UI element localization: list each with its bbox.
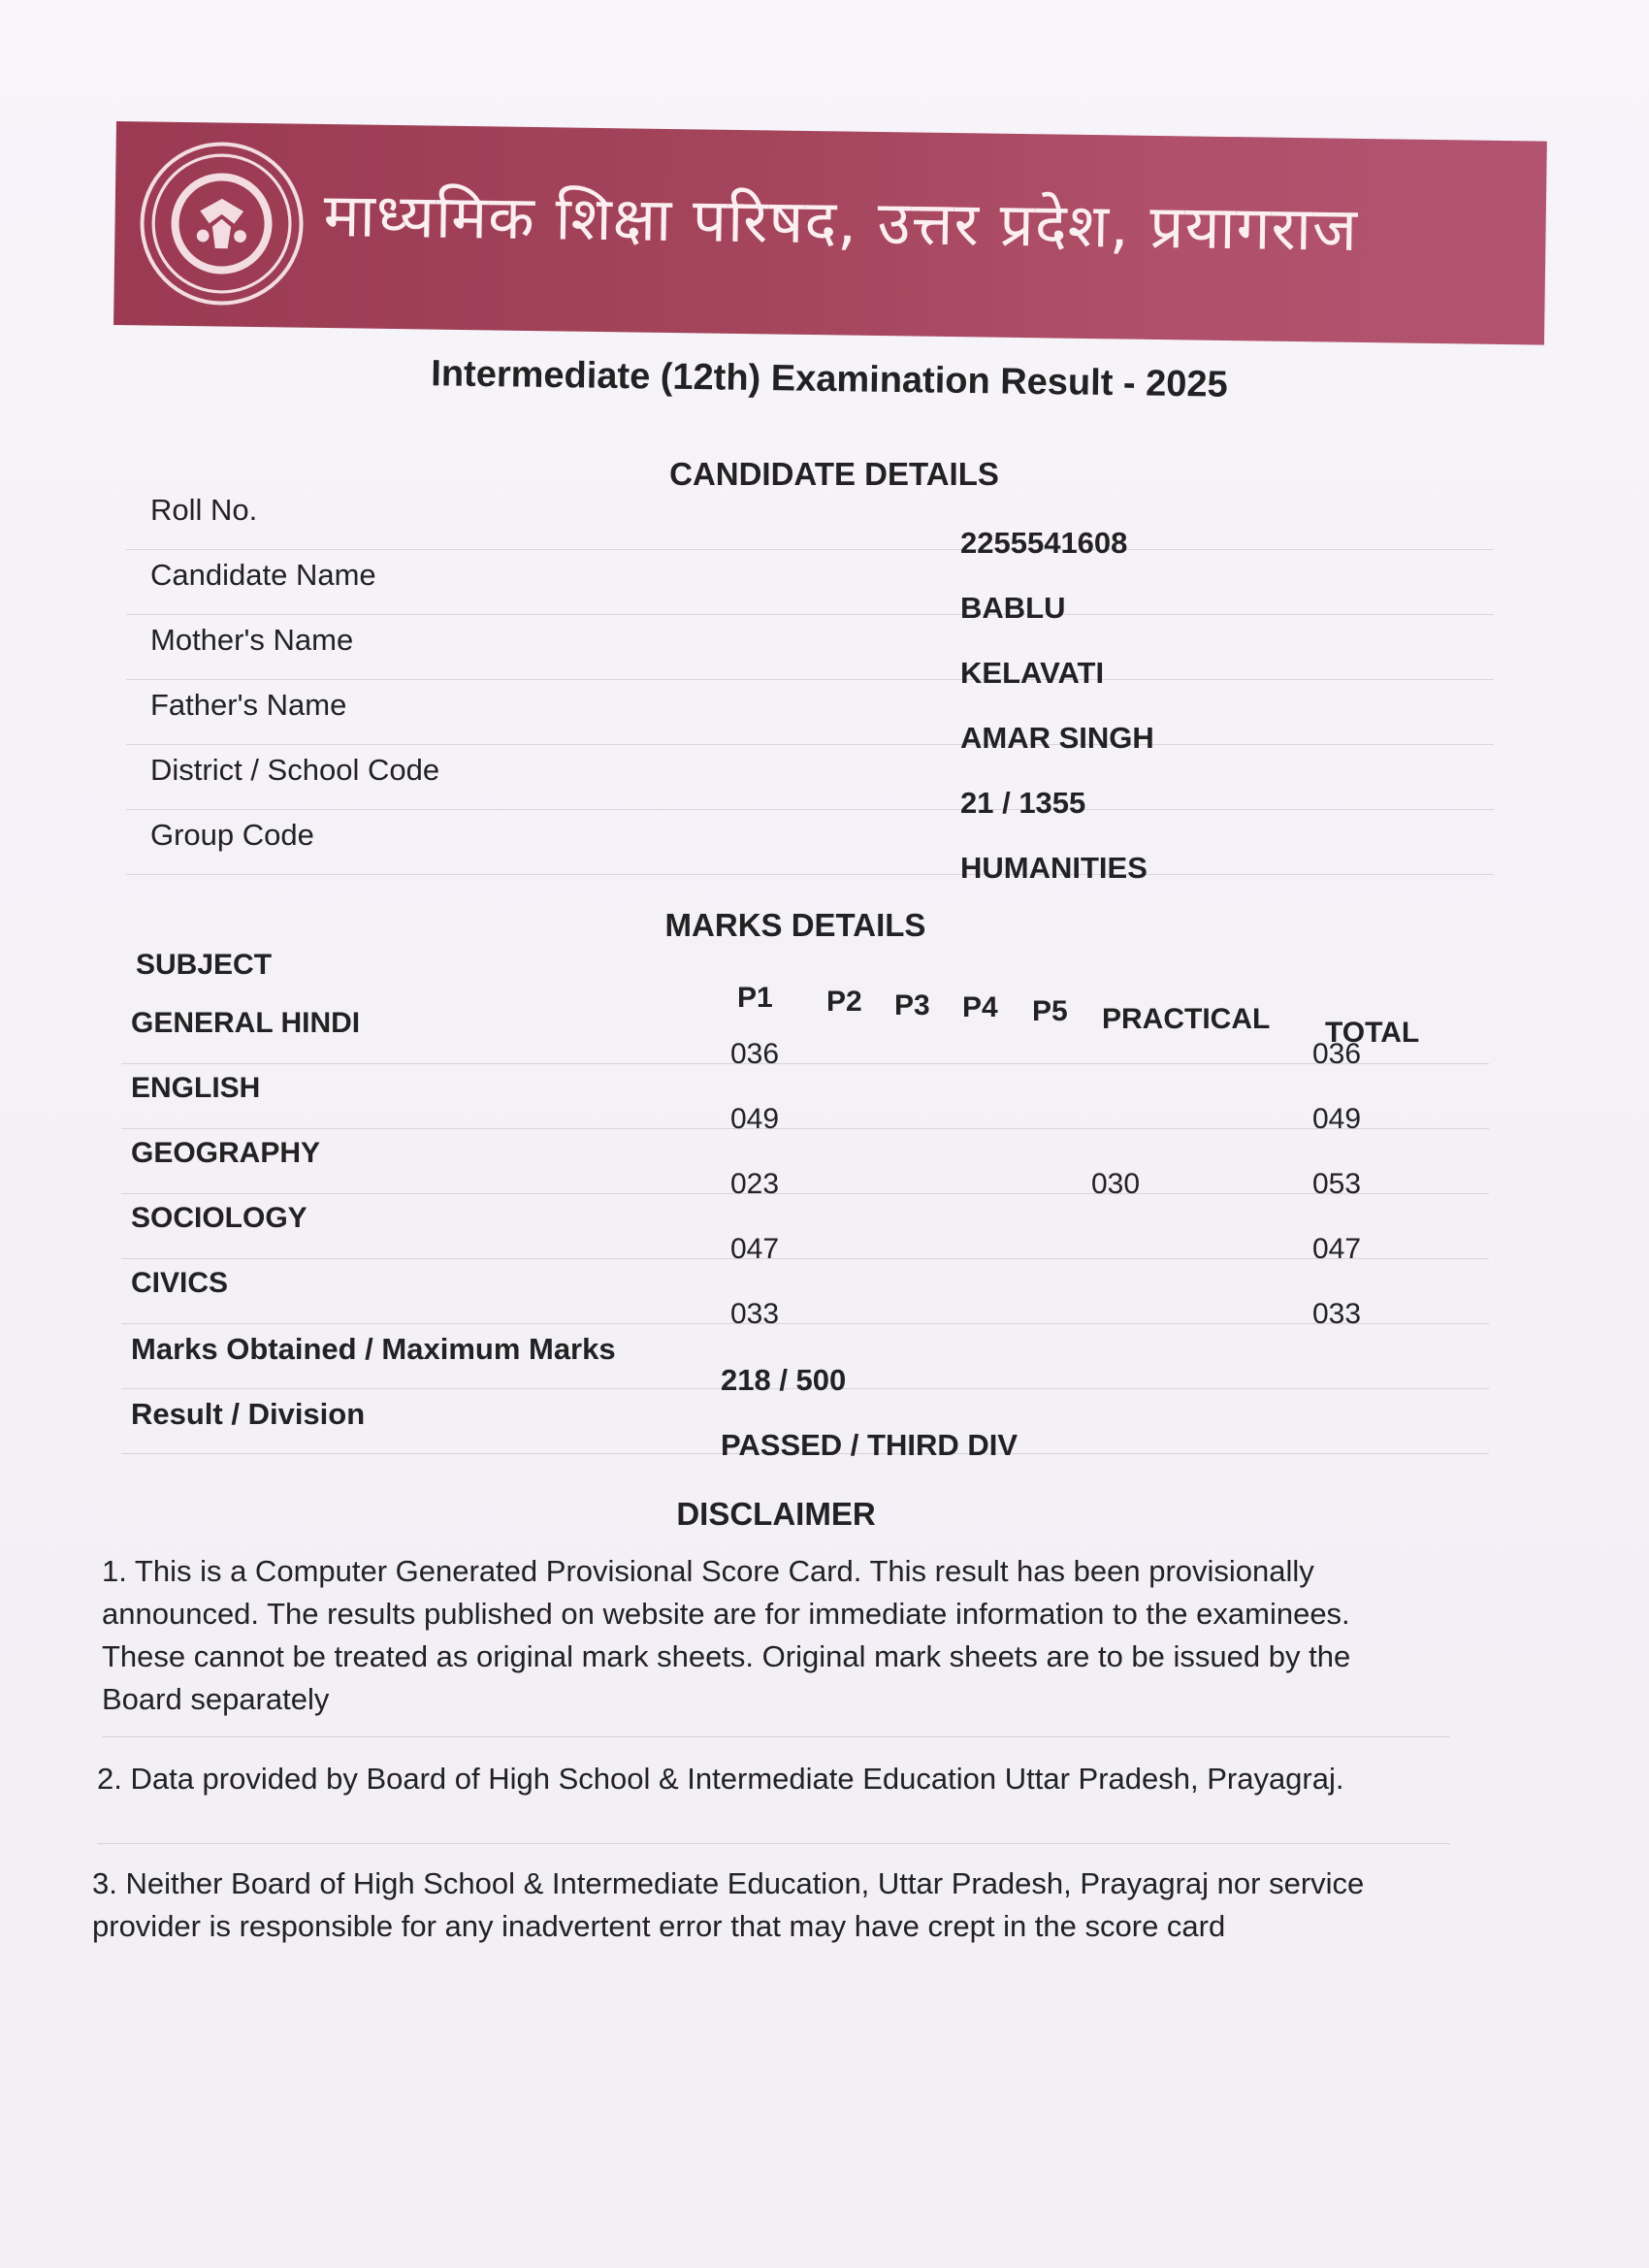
- field-label: Group Code: [150, 818, 314, 852]
- total-marks: 036: [1312, 1038, 1362, 1070]
- total-marks: 047: [1312, 1233, 1362, 1265]
- field-label: District / School Code: [150, 753, 440, 787]
- table-row: [121, 1129, 1489, 1200]
- p1-marks: 036: [730, 1038, 780, 1070]
- up-board-emblem-icon: [139, 141, 304, 306]
- table-row: [121, 999, 1489, 1070]
- field-label: Father's Name: [150, 688, 347, 722]
- p1-marks: 047: [730, 1233, 780, 1265]
- disclaimer-item-3: 3. Neither Board of High School & Intermediate Education, Uttar Pradesh, Prayagraj nor service provider is responsible for any inadvertent error that may have crept in the score card: [92, 1866, 1365, 1943]
- col-p4: P4: [962, 991, 998, 1023]
- field-label: Candidate Name: [150, 558, 376, 592]
- disclaimer-item-1: 1. This is a Computer Generated Provisional Score Card. This result has been provisionally announced. The results published on website are for immediate information to the examinees. These cannot be treated as original mark sheets. Original mark sheets are to be issued by the Board separately: [102, 1554, 1351, 1716]
- candidate-details-list: [126, 485, 1494, 885]
- field-value: BABLU: [960, 591, 1066, 625]
- marks-obtained-value: 218 / 500: [721, 1363, 847, 1397]
- field-value: 21 / 1355: [960, 786, 1086, 820]
- candidate-row-roll: [126, 485, 1494, 560]
- result-row: [121, 1389, 1489, 1462]
- field-value: AMAR SINGH: [960, 721, 1154, 755]
- marks-obtained-label: Marks Obtained / Maximum Marks: [131, 1332, 616, 1366]
- subject-name: CIVICS: [131, 1267, 229, 1299]
- result-title: Intermediate (12th) Examination Result - 2025: [431, 353, 1228, 405]
- col-total: TOTAL: [1325, 1017, 1420, 1049]
- p1-marks: 033: [730, 1298, 780, 1330]
- table-row: [121, 1259, 1489, 1330]
- p1-marks: 049: [730, 1103, 780, 1135]
- marks-table: [121, 999, 1489, 1462]
- candidate-details-heading: CANDIDATE DETAILS: [669, 456, 999, 492]
- col-practical: PRACTICAL: [1102, 1003, 1271, 1035]
- subject-name: ENGLISH: [131, 1072, 261, 1104]
- col-p3: P3: [894, 989, 930, 1021]
- candidate-row-group: [126, 810, 1494, 885]
- divider: [102, 1736, 1450, 1737]
- total-marks: 049: [1312, 1103, 1362, 1135]
- field-value: KELAVATI: [960, 656, 1105, 690]
- candidate-row-mother: [126, 615, 1494, 690]
- candidate-row-father: [126, 680, 1494, 755]
- col-subject: SUBJECT: [136, 949, 273, 981]
- col-p5: P5: [1032, 995, 1068, 1027]
- board-name: माध्यमिक शिक्षा परिषद, उत्तर प्रदेश, प्रयागराज: [323, 178, 1359, 265]
- subject-name: GEOGRAPHY: [131, 1137, 321, 1169]
- field-value: HUMANITIES: [960, 851, 1148, 885]
- disclaimer-heading: DISCLAIMER: [676, 1496, 876, 1532]
- disclaimer-item-2: 2. Data provided by Board of High School & Intermediate Education Uttar Pradesh, Prayagraj.: [97, 1762, 1344, 1796]
- marks-obtained-row: [121, 1324, 1489, 1397]
- subject-name: SOCIOLOGY: [131, 1202, 307, 1234]
- field-label: Mother's Name: [150, 623, 354, 657]
- col-p1: P1: [737, 982, 773, 1014]
- table-row: [121, 1064, 1489, 1135]
- result-value: PASSED / THIRD DIV: [721, 1428, 1018, 1462]
- candidate-row-name: [126, 550, 1494, 625]
- candidate-row-district: [126, 745, 1494, 820]
- total-marks: 033: [1312, 1298, 1362, 1330]
- p1-marks: 023: [730, 1168, 780, 1200]
- header-banner: [113, 121, 1547, 345]
- result-label: Result / Division: [131, 1397, 366, 1431]
- table-row: [121, 1194, 1489, 1265]
- field-label: Roll No.: [150, 493, 258, 527]
- total-marks: 053: [1312, 1168, 1362, 1200]
- practical-marks: 030: [1091, 1168, 1141, 1200]
- col-p2: P2: [826, 986, 862, 1018]
- divider: [97, 1843, 1450, 1844]
- field-value: 2255541608: [960, 526, 1128, 560]
- subject-name: GENERAL HINDI: [131, 1007, 361, 1039]
- marks-details-heading: MARKS DETAILS: [664, 907, 926, 943]
